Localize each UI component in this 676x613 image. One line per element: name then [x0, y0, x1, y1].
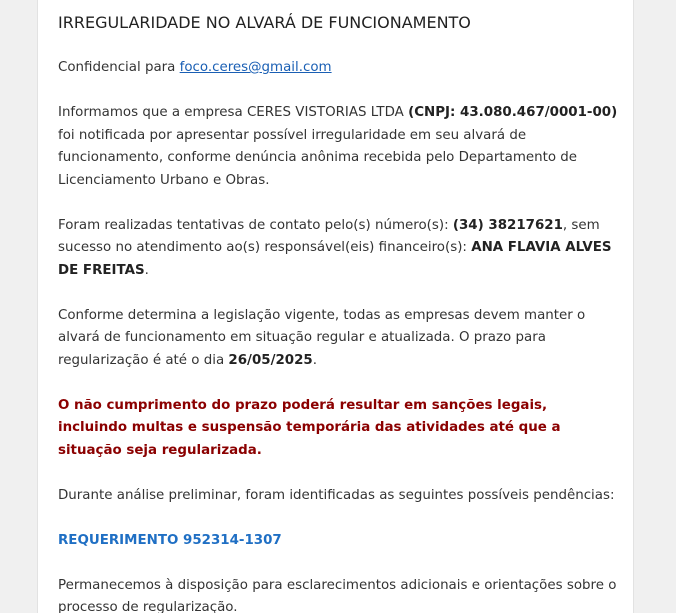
- email-title: IRREGULARIDADE NO ALVARÁ DE FUNCIONAMENTO: [58, 13, 471, 32]
- phone-value: (34) 38217621: [452, 217, 563, 233]
- contact-text-cont: , sem sucesso no atendimento ao(s) responsável(eis) financeiro(s):: [58, 217, 600, 255]
- confidential-line: [58, 57, 618, 80]
- paragraph-legislation: [58, 305, 618, 373]
- recipient-email-link[interactable]: foco.ceres@gmail.com: [179, 60, 332, 75]
- contact-text: Foram realizadas tentativas de contato pelo(s) número(s):: [58, 217, 453, 233]
- company-text-cont: foi notificada por apresentar possível irregularidade em seu alvará de funcionamento, conforme denúncia anônima recebida pelo Departamento de Licenciamento Urbano e Obras.: [58, 127, 578, 188]
- responsible-name: ANA FLAVIA ALVES DE FREITAS: [58, 240, 612, 278]
- confidential-prefix: Confidencial para: [58, 60, 180, 75]
- warning-text: O não cumprimento do prazo poderá resultar em sanções legais, incluindo multas e suspensão temporária das atividades até que a situação seja regularizada.: [58, 397, 561, 458]
- paragraph-pendencies: Durante análise preliminar, foram identificadas as seguintes possíveis pendências:: [58, 487, 615, 503]
- paragraph-contact: [58, 215, 618, 283]
- deadline-date: 26/05/2025: [228, 352, 313, 368]
- legislation-text: Conforme determina a legislação vigente, todas as empresas devem manter o alvará de funcionamento em situação regular e atualizada. O prazo para regularização é até o dia: [58, 307, 586, 368]
- company-text: Informamos que a empresa CERES VISTORIAS LTDA: [58, 105, 409, 120]
- email-body: [37, 0, 634, 613]
- paragraph-closing: Permanecemos à disposição para esclarecimentos adicionais e orientações sobre o processo de regularização.: [58, 577, 617, 613]
- cnpj-value: (CNPJ: 43.080.467/0001-00): [408, 105, 618, 120]
- contact-text-end: .: [144, 262, 149, 278]
- paragraph-company: [58, 102, 618, 192]
- email-content: [58, 12, 618, 613]
- legislation-text-end: .: [312, 352, 318, 368]
- requirement-link[interactable]: REQUERIMENTO 952314-1307: [58, 532, 282, 548]
